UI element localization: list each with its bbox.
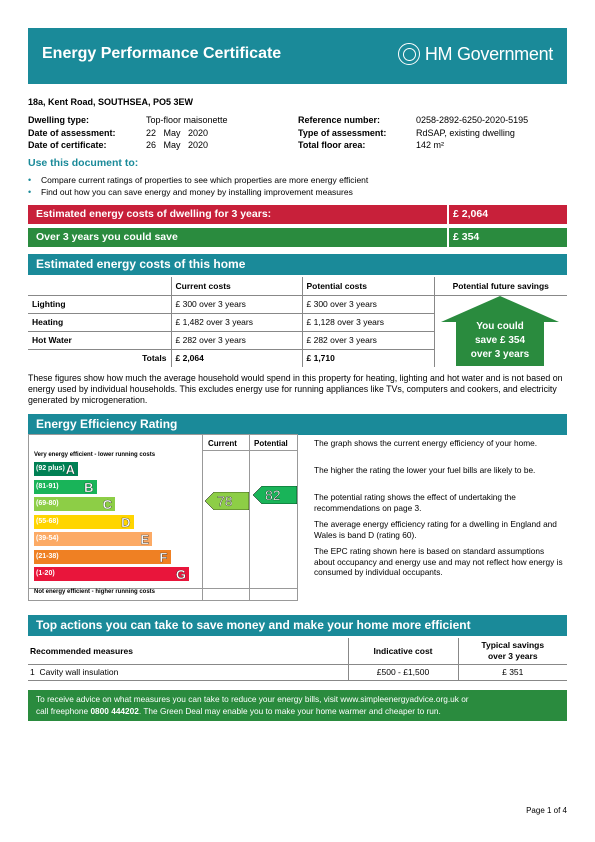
potential-rating-pointer — [253, 486, 297, 504]
floor-area-value: 142 m² — [416, 140, 445, 150]
hm-government-logo — [398, 43, 553, 65]
efficient-note: Very energy efficient - lower running costs — [34, 452, 156, 458]
rating-band-e: (39-54) E — [34, 532, 152, 546]
rating-band-d: (55-68) D — [34, 515, 134, 529]
logo-text: HM Government — [424, 43, 553, 64]
date-assessment-value: 22 May 2020 — [146, 127, 209, 138]
efficiency-text-3: The potential rating shows the effect of undertaking the recommendations on page 3. — [314, 492, 516, 513]
dwelling-type-label: Dwelling type: — [28, 115, 90, 125]
rating-band-f: (21-38) F — [34, 550, 171, 564]
savings-label: Over 3 years you could save — [36, 231, 178, 243]
future-savings-header: Potential future savings — [434, 277, 567, 295]
bullet-icon: • — [28, 175, 32, 185]
efficiency-text-4: The average energy efficiency rating for a dwelling in England and Wales is band D (rating 60). — [314, 519, 557, 540]
reference-label: Reference number: — [298, 115, 381, 125]
costs-section-header: Estimated energy costs of this home — [28, 254, 567, 275]
floor-area-label: Total floor area: — [298, 140, 366, 150]
dwelling-type-value: Top-floor maisonette — [146, 115, 228, 125]
header-banner — [28, 28, 567, 84]
document-title: Energy Performance Certificate — [42, 45, 282, 62]
estimated-cost-bar — [28, 205, 567, 224]
crest-icon — [398, 43, 420, 65]
current-rating-pointer — [205, 492, 249, 510]
list-item: • Compare current ratings of properties to see which properties are more energy efficient — [28, 175, 369, 185]
estimated-cost-value: £ 2,064 — [453, 208, 489, 220]
actions-table — [28, 638, 567, 681]
rating-band-g: (1-20) G — [34, 567, 189, 581]
details-left — [28, 114, 228, 152]
assessment-type-value: RdSAP, existing dwelling — [416, 127, 515, 138]
current-rating-value: 78 — [217, 493, 233, 509]
assessment-type-label: Type of assessment: — [298, 127, 387, 138]
estimated-cost-label: Estimated energy costs of dwelling for 3 years: — [36, 208, 272, 220]
reference-value: 0258-2892-6250-2020-5195 — [416, 115, 529, 125]
current-costs-header: Current costs — [171, 277, 302, 295]
property-address: 18a, Kent Road, SOUTHSEA, PO5 3EW — [28, 97, 194, 107]
table-row: Heating £ 1,482 over 3 years £ 1,128 over 3 years — [28, 313, 567, 331]
savings-arrow-text: You could save £ 354 over 3 years — [470, 321, 530, 360]
inefficient-note: Not energy efficient - higher running costs — [34, 589, 156, 595]
actions-section-header: Top actions you can take to save money and make your home more efficient — [28, 615, 567, 636]
costs-explanation: These figures show how much the average household would spend in this property for heating, lighting and hot water and is not based on energy used by individual households. This excludes energy use for running appliances like TVs, computers and cookers, and electricity generated by microgeneration. — [28, 373, 563, 405]
rating-band-c: (69-80) C — [34, 497, 115, 511]
savings-value: £ 354 — [453, 231, 480, 243]
efficiency-text-5: The EPC rating shown here is based on standard assumptions about occupancy and energy use and may not reflect how energy is consumed by individual occupants. — [314, 546, 563, 577]
date-certificate-value: 26 May 2020 — [146, 140, 209, 150]
date-assessment-label: Date of assessment: — [28, 127, 116, 138]
use-document-title: Use this document to: — [28, 157, 139, 169]
bullet-icon: • — [28, 187, 32, 197]
efficiency-text-1: The graph shows the current energy efficiency of your home. — [314, 438, 538, 448]
list-item: • Find out how you can save energy and money by installing improvement measures — [28, 187, 353, 197]
table-row: Hot Water £ 282 over 3 years £ 282 over 3 years — [28, 331, 567, 349]
rating-band-b: (81-91) B — [34, 480, 97, 494]
savings-bar — [28, 228, 567, 247]
current-column-header: Current — [208, 439, 237, 448]
measures-header: Recommended measures — [28, 638, 348, 664]
freephone-number: 0800 444202 — [90, 706, 139, 716]
date-certificate-label: Date of certificate: — [28, 140, 107, 150]
advice-box: To receive advice on what measures you can take to reduce your energy bills, visit www.simpleenergyadvice.org.uk or call freephone 0800 444202. The Green Deal may enable you to make your home warmer and cheaper to run. — [28, 690, 567, 721]
potential-costs-header: Potential costs — [302, 277, 434, 295]
cost-header: Indicative cost — [348, 638, 458, 664]
table-row: 1 Cavity wall insulation £500 - £1,500 £ 351 — [28, 664, 567, 680]
table-row: Lighting £ 300 over 3 years £ 300 over 3 years — [28, 295, 567, 313]
potential-rating-value: 82 — [265, 487, 281, 503]
details-right — [298, 114, 528, 152]
page-number: Page 1 of 4 — [526, 806, 567, 815]
rating-band-a: (92 plus) A — [34, 462, 78, 476]
efficiency-text-2: The higher the rating the lower your fuel bills are likely to be. — [314, 465, 536, 475]
use-document-list — [28, 174, 368, 198]
potential-column-header: Potential — [254, 439, 288, 448]
savings-header: Typical savings over 3 years — [458, 638, 567, 664]
totals-row: Totals £ 2,064 £ 1,710 — [28, 349, 567, 367]
efficiency-section-header: Energy Efficiency Rating — [28, 414, 567, 435]
